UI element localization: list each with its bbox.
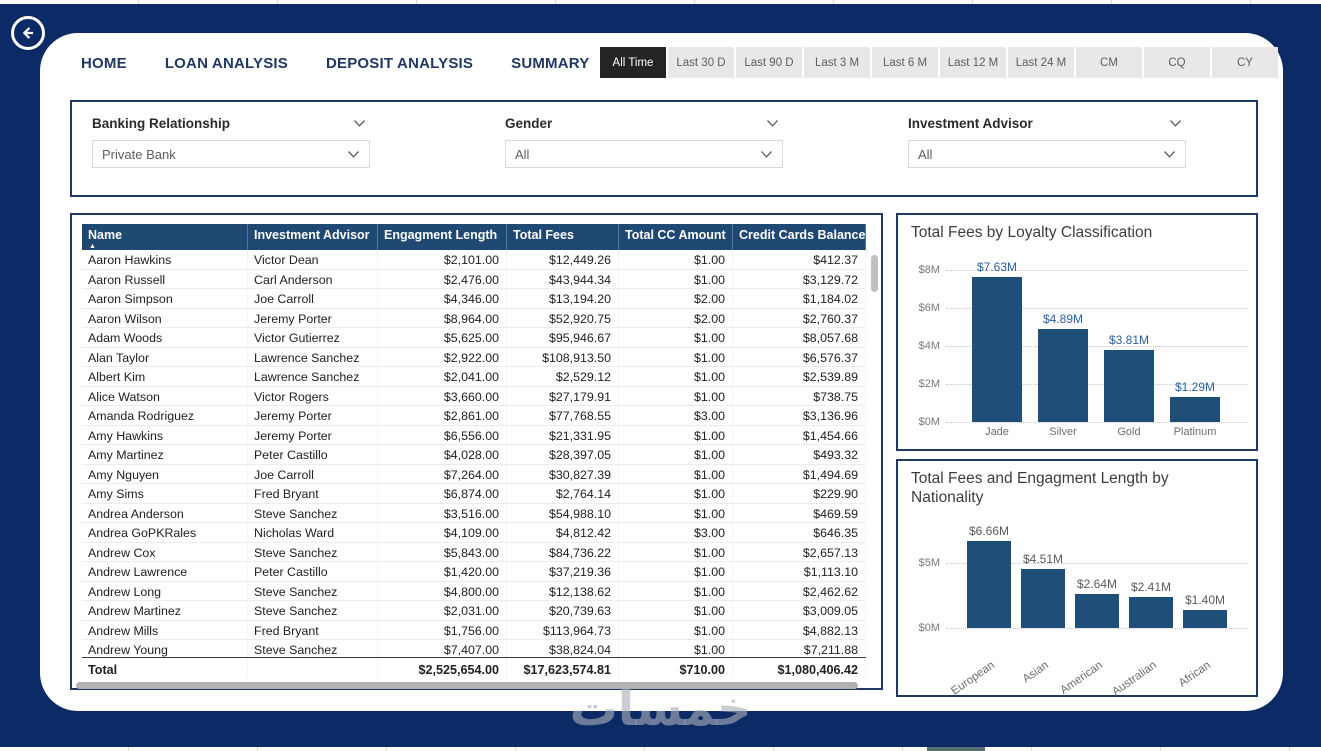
table-cell: Andrew Long — [82, 582, 248, 601]
back-icon — [17, 22, 39, 44]
gridline — [946, 422, 1248, 423]
table-cell: $3,516.00 — [378, 504, 507, 523]
customer-table — [82, 224, 866, 679]
bar-value-label: $6.66M — [968, 524, 1010, 538]
bar-value-label: $1.29M — [1174, 380, 1216, 394]
table-row[interactable] — [82, 328, 866, 348]
table-cell: $4,882.13 — [733, 621, 866, 640]
filter-selected-value: All — [515, 146, 530, 162]
table-cell: $3.00 — [619, 523, 733, 542]
table-cell: $4,346.00 — [378, 289, 507, 308]
table-cell: $2,922.00 — [378, 348, 507, 367]
y-axis-tick: $0M — [918, 416, 940, 428]
table-cell: $2,539.89 — [733, 367, 866, 386]
time-filter-all-time[interactable]: All Time — [600, 47, 666, 78]
table-cell: $43,944.34 — [507, 270, 619, 289]
table-row[interactable] — [82, 640, 866, 657]
chevron-down-icon — [347, 150, 360, 159]
watermark-text: خمسات — [569, 681, 752, 737]
table-cell: Amy Sims — [82, 484, 248, 503]
table-cell: Steve Sanchez — [248, 582, 378, 601]
filter-label: Banking Relationship — [92, 116, 231, 131]
time-filter-last-24-m[interactable]: Last 24 M — [1008, 47, 1074, 78]
bar-value-label: $3.81M — [1108, 333, 1150, 347]
time-filter-last-12-m[interactable]: Last 12 M — [940, 47, 1006, 78]
table-cell: $5,625.00 — [378, 328, 507, 347]
customer-table-card — [70, 213, 883, 690]
table-cell: $646.35 — [733, 523, 866, 542]
table-cell: $2,529.12 — [507, 367, 619, 386]
filter-panel — [70, 100, 1258, 197]
x-axis-label-asian: Asian — [1020, 659, 1051, 686]
column-header-total-cc-amount[interactable]: Total CC Amount — [619, 224, 733, 250]
gridline — [946, 628, 1248, 629]
table-row[interactable] — [82, 289, 866, 309]
table-cell: $3,129.72 — [733, 270, 866, 289]
table-row[interactable] — [82, 309, 866, 329]
column-header-investment-advisor[interactable]: Investment Advisor — [248, 224, 378, 250]
table-cell: $4,028.00 — [378, 445, 507, 464]
table-cell: $738.75 — [733, 387, 866, 406]
filter-label: Gender — [505, 116, 553, 131]
x-axis-label-gold: Gold — [1117, 426, 1141, 438]
table-cell: $28,397.05 — [507, 445, 619, 464]
table-cell: $2,764.14 — [507, 484, 619, 503]
filter-banking-relationship — [92, 116, 370, 168]
filter-gender — [505, 116, 783, 168]
bar-value-label: $2.41M — [1130, 580, 1172, 594]
table-cell: $229.90 — [733, 484, 866, 503]
y-axis-tick: $4M — [918, 340, 940, 352]
table-row[interactable] — [82, 504, 866, 524]
bar-american[interactable] — [1075, 594, 1119, 628]
table-row[interactable] — [82, 406, 866, 426]
x-axis-label-jade: Jade — [985, 426, 1009, 438]
bar-value-label: $1.40M — [1184, 593, 1226, 607]
table-cell: Andrew Martinez — [82, 601, 248, 620]
table-cell: $2,476.00 — [378, 270, 507, 289]
bar-value-label: $2.64M — [1076, 577, 1118, 591]
table-cell: $1.00 — [619, 601, 733, 620]
table-cell: $95,946.67 — [507, 328, 619, 347]
table-cell: $108,913.50 — [507, 348, 619, 367]
table-cell: $2,657.13 — [733, 543, 866, 562]
table-cell: $21,331.95 — [507, 426, 619, 445]
table-row[interactable] — [82, 367, 866, 387]
nav-tab-summary[interactable]: SUMMARY — [511, 55, 590, 72]
x-axis-label-european: European — [949, 659, 997, 698]
table-cell: Amy Hawkins — [82, 426, 248, 445]
table-cell: Amy Nguyen — [82, 465, 248, 484]
chevron-down-icon — [353, 119, 366, 128]
column-header-total-fees[interactable]: Total Fees — [507, 224, 619, 250]
table-cell: Andrew Cox — [82, 543, 248, 562]
time-filter-last-30-d[interactable]: Last 30 D — [668, 47, 734, 78]
table-cell: Aaron Simpson — [82, 289, 248, 308]
table-cell: $1,756.00 — [378, 621, 507, 640]
x-axis-label-silver: Silver — [1049, 426, 1077, 438]
table-cell: $13,194.20 — [507, 289, 619, 308]
x-axis-label-australian: Australian — [1110, 659, 1159, 699]
table-cell: Steve Sanchez — [248, 543, 378, 562]
filter-header[interactable] — [505, 116, 779, 131]
table-cell: $27,179.91 — [507, 387, 619, 406]
table-cell: $1.00 — [619, 465, 733, 484]
table-cell: $2,101.00 — [378, 250, 507, 269]
time-filter-last-6-m[interactable]: Last 6 M — [872, 47, 938, 78]
total-cell: $710.00 — [619, 658, 733, 679]
table-cell: Andrea GoPKRales — [82, 523, 248, 542]
table-row[interactable] — [82, 426, 866, 446]
chart-total-fees-by-loyalty — [896, 213, 1258, 451]
y-axis-tick: $6M — [918, 302, 940, 314]
table-cell: Aaron Hawkins — [82, 250, 248, 269]
total-cell: $2,525,654.00 — [378, 658, 507, 679]
chart-total-fees-by-nationality — [896, 459, 1258, 697]
total-cell: $17,623,574.81 — [507, 658, 619, 679]
filter-investment-advisor — [908, 116, 1186, 168]
table-header-row — [82, 224, 866, 250]
table-cell: $2,760.37 — [733, 309, 866, 328]
table-cell: $113,964.73 — [507, 621, 619, 640]
table-row[interactable] — [82, 582, 866, 602]
bar-african[interactable] — [1183, 610, 1227, 628]
bar-silver[interactable] — [1038, 329, 1088, 422]
column-header-engagment-length[interactable]: Engagment Length — [378, 224, 507, 250]
table-row[interactable] — [82, 543, 866, 563]
table-cell: $2,861.00 — [378, 406, 507, 425]
total-cell: Total — [82, 658, 248, 679]
time-filter-cm[interactable]: CM — [1076, 47, 1142, 78]
column-header-credit-cards-balance[interactable]: Credit Cards Balance — [733, 224, 866, 250]
table-cell: $6,576.37 — [733, 348, 866, 367]
y-axis-tick: $0M — [918, 622, 940, 634]
table-cell: $38,824.04 — [507, 640, 619, 657]
table-cell: $1.00 — [619, 640, 733, 657]
background-sheet-bottom — [0, 747, 1321, 751]
filter-dropdown-banking-relationship[interactable] — [92, 140, 370, 168]
table-cell: $4,812.42 — [507, 523, 619, 542]
table-row[interactable] — [82, 445, 866, 465]
time-filter-cq[interactable]: CQ — [1144, 47, 1210, 78]
table-cell: Aaron Wilson — [82, 309, 248, 328]
table-cell: $412.37 — [733, 250, 866, 269]
table-cell: $6,874.00 — [378, 484, 507, 503]
table-cell: $1.00 — [619, 387, 733, 406]
table-body — [82, 250, 866, 657]
nav-tab-deposit-analysis[interactable]: DEPOSIT ANALYSIS — [325, 55, 474, 72]
table-cell: Peter Castillo — [248, 562, 378, 581]
time-filter-bar — [600, 47, 1278, 78]
table-row[interactable] — [82, 250, 866, 270]
filter-header[interactable] — [908, 116, 1182, 131]
bar-jade[interactable] — [972, 277, 1022, 422]
time-filter-last-90-d[interactable]: Last 90 D — [736, 47, 802, 78]
table-cell: Andrew Lawrence — [82, 562, 248, 581]
table-cell: $1.00 — [619, 562, 733, 581]
table-cell: $84,736.22 — [507, 543, 619, 562]
x-axis-label-american: American — [1058, 659, 1105, 697]
table-row[interactable] — [82, 523, 866, 543]
table-cell: $1.00 — [619, 621, 733, 640]
table-cell: $493.32 — [733, 445, 866, 464]
table-total-row — [82, 657, 866, 679]
table-row[interactable] — [82, 484, 866, 504]
y-axis-tick: $8M — [918, 264, 940, 276]
table-cell: $2,041.00 — [378, 367, 507, 386]
table-cell: $77,768.55 — [507, 406, 619, 425]
table-cell: $2,031.00 — [378, 601, 507, 620]
total-cell: $1,080,406.42 — [733, 658, 866, 679]
table-cell: Alan Taylor — [82, 348, 248, 367]
chevron-down-icon — [760, 150, 773, 159]
table-cell: $469.59 — [733, 504, 866, 523]
table-cell: Nicholas Ward — [248, 523, 378, 542]
chart-title: Total Fees and Engagment Length by Nationality — [911, 470, 1169, 506]
table-cell: Fred Bryant — [248, 484, 378, 503]
table-cell: $1.00 — [619, 270, 733, 289]
table-cell: Victor Rogers — [248, 387, 378, 406]
table-cell: $1.00 — [619, 348, 733, 367]
x-axis-label-platinum: Platinum — [1173, 426, 1217, 438]
table-cell: Joe Carroll — [248, 465, 378, 484]
table-row[interactable] — [82, 348, 866, 368]
table-cell: Lawrence Sanchez — [248, 367, 378, 386]
bar-value-label: $4.51M — [1022, 552, 1064, 566]
bar-value-label: $4.89M — [1042, 312, 1084, 326]
table-cell: $2.00 — [619, 309, 733, 328]
table-row[interactable] — [82, 601, 866, 621]
vertical-scrollbar[interactable] — [871, 255, 878, 292]
table-row[interactable] — [82, 562, 866, 582]
table-cell: $1.00 — [619, 367, 733, 386]
filter-label: Investment Advisor — [908, 116, 1033, 131]
table-row[interactable] — [82, 621, 866, 641]
table-cell: $8,964.00 — [378, 309, 507, 328]
table-cell: $1.00 — [619, 504, 733, 523]
table-cell: Jeremy Porter — [248, 309, 378, 328]
table-cell: Andrea Anderson — [82, 504, 248, 523]
column-header-name[interactable]: Name ▲ — [82, 224, 248, 250]
nav-tab-home[interactable]: HOME — [81, 55, 127, 72]
chevron-down-icon — [1169, 119, 1182, 128]
table-cell: $37,219.36 — [507, 562, 619, 581]
table-cell: Andrew Young — [82, 640, 248, 657]
table-cell: $3,136.96 — [733, 406, 866, 425]
table-cell: $7,211.88 — [733, 640, 866, 657]
table-cell: $1.00 — [619, 328, 733, 347]
table-cell: $1,113.10 — [733, 562, 866, 581]
bar-gold[interactable] — [1104, 350, 1154, 422]
table-row[interactable] — [82, 465, 866, 485]
bar-platinum[interactable] — [1170, 397, 1220, 422]
horizontal-scrollbar[interactable] — [76, 682, 858, 689]
table-cell: Amy Martinez — [82, 445, 248, 464]
table-cell: $5,843.00 — [378, 543, 507, 562]
table-cell: $1.00 — [619, 250, 733, 269]
background-sheet-cell — [927, 747, 985, 751]
filter-selected-value: Private Bank — [102, 146, 176, 162]
table-row[interactable] — [82, 387, 866, 407]
sort-ascending-icon: ▲ — [89, 243, 96, 250]
table-cell: Jeremy Porter — [248, 406, 378, 425]
nav-tab-loan-analysis[interactable]: LOAN ANALYSIS — [164, 55, 288, 72]
table-cell: $1,494.69 — [733, 465, 866, 484]
y-axis-tick: $5M — [918, 557, 940, 569]
table-cell: $8,057.68 — [733, 328, 866, 347]
table-cell: $2.00 — [619, 289, 733, 308]
time-filter-cy[interactable]: CY — [1212, 47, 1278, 78]
table-cell: Adam Woods — [82, 328, 248, 347]
table-cell: Jeremy Porter — [248, 426, 378, 445]
total-cell — [248, 658, 378, 679]
table-cell: $6,556.00 — [378, 426, 507, 445]
filter-dropdown-investment-advisor[interactable] — [908, 140, 1186, 168]
table-cell: $1,454.66 — [733, 426, 866, 445]
table-cell: $7,264.00 — [378, 465, 507, 484]
table-cell: Steve Sanchez — [248, 601, 378, 620]
nav-tabs — [81, 55, 589, 72]
table-cell: Amanda Rodriguez — [82, 406, 248, 425]
table-cell: $1.00 — [619, 484, 733, 503]
table-cell: Victor Gutierrez — [248, 328, 378, 347]
table-cell: $3.00 — [619, 406, 733, 425]
table-cell: $12,449.26 — [507, 250, 619, 269]
table-cell: Albert Kim — [82, 367, 248, 386]
table-cell: Victor Dean — [248, 250, 378, 269]
chevron-down-icon — [766, 119, 779, 128]
table-cell: Carl Anderson — [248, 270, 378, 289]
table-cell: $4,800.00 — [378, 582, 507, 601]
table-cell: Lawrence Sanchez — [248, 348, 378, 367]
table-cell: $1.00 — [619, 426, 733, 445]
dashboard-background — [0, 4, 1321, 747]
table-cell: $1.00 — [619, 543, 733, 562]
table-cell: $52,920.75 — [507, 309, 619, 328]
chevron-down-icon — [1163, 150, 1176, 159]
table-cell: $2,462.62 — [733, 582, 866, 601]
back-button[interactable] — [11, 16, 45, 50]
table-cell: $1,184.02 — [733, 289, 866, 308]
filter-selected-value: All — [918, 146, 933, 162]
report-canvas — [40, 33, 1283, 711]
table-cell: $20,739.63 — [507, 601, 619, 620]
time-filter-last-3-m[interactable]: Last 3 M — [804, 47, 870, 78]
table-cell: Peter Castillo — [248, 445, 378, 464]
table-cell: Fred Bryant — [248, 621, 378, 640]
table-cell: Steve Sanchez — [248, 504, 378, 523]
table-cell: $1.00 — [619, 582, 733, 601]
table-cell: Joe Carroll — [248, 289, 378, 308]
table-cell: $54,988.10 — [507, 504, 619, 523]
filter-header[interactable] — [92, 116, 366, 131]
table-cell: Alice Watson — [82, 387, 248, 406]
table-cell: Andrew Mills — [82, 621, 248, 640]
table-cell: Steve Sanchez — [248, 640, 378, 657]
bar-value-label: $7.63M — [976, 260, 1018, 274]
table-cell: $3,009.05 — [733, 601, 866, 620]
table-cell: $4,109.00 — [378, 523, 507, 542]
filter-dropdown-gender[interactable] — [505, 140, 783, 168]
table-cell: $7,407.00 — [378, 640, 507, 657]
x-axis-label-african: African — [1176, 659, 1213, 690]
table-cell: $1,420.00 — [378, 562, 507, 581]
y-axis-tick: $2M — [918, 378, 940, 390]
table-cell: Aaron Russell — [82, 270, 248, 289]
table-cell: $3,660.00 — [378, 387, 507, 406]
table-cell: $30,827.39 — [507, 465, 619, 484]
table-cell: $1.00 — [619, 445, 733, 464]
table-cell: $12,138.62 — [507, 582, 619, 601]
chart-title: Total Fees by Loyalty Classification — [911, 224, 1153, 241]
table-row[interactable] — [82, 270, 866, 290]
